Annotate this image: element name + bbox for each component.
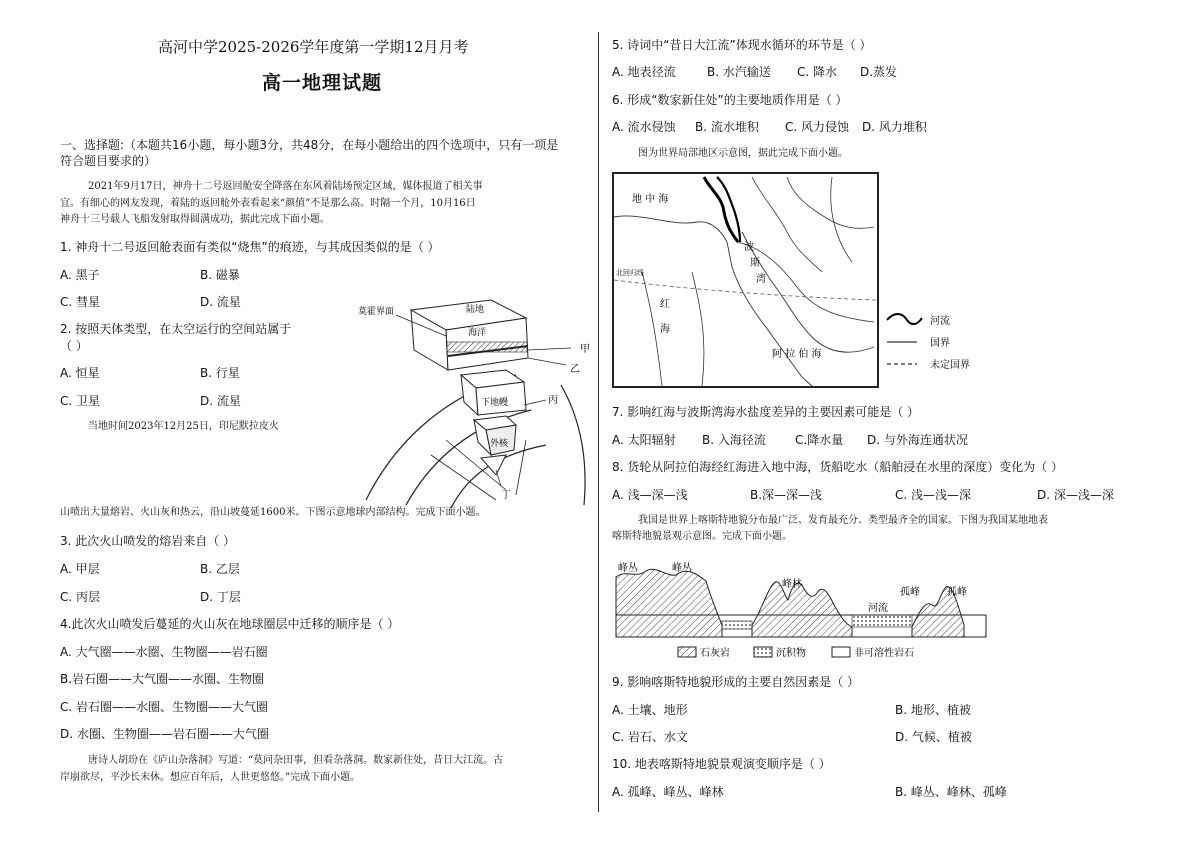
q4-option-c[interactable]: C. 岩石圈——水圈、生物圈——大气圈 <box>60 700 269 714</box>
q6-option-b[interactable]: B. 流水堆积 <box>695 120 759 134</box>
passage-1-line: 2021年9月17日，神舟十二号返回舱安全降落在东风着陆场预定区域，媒体报道了相关事 <box>88 181 483 192</box>
q1-option-a[interactable]: A. 黑子 <box>60 268 100 282</box>
label-persian-gulf: 湾 <box>756 274 766 285</box>
q1-option-d[interactable]: D. 流星 <box>200 295 241 309</box>
question-7-stem: 7. 影响红海与波斯湾海水盐度差异的主要因素可能是（ ） <box>612 405 920 419</box>
q4-option-a[interactable]: A. 大气圈——水圈、生物圈——岩石圈 <box>60 645 268 659</box>
paper-title: 高一地理试题 <box>262 72 383 94</box>
q7-option-b[interactable]: B. 入海径流 <box>702 433 766 447</box>
passage-5-line: 我国是世界上喀斯特地貌分布最广泛、发育最充分、类型最齐全的国家。下图为我国某地地表 <box>638 515 1048 526</box>
question-6-stem: 6. 形成“数家新住处”的主要地质作用是（ ） <box>612 93 848 107</box>
legend-limestone: 石灰岩 <box>700 648 730 659</box>
question-4-stem: 4.此次火山喷发后蔓延的火山灰在地球圈层中迁移的顺序是（ ） <box>60 617 400 631</box>
q2-option-b[interactable]: B. 行星 <box>200 366 240 380</box>
q8-option-d[interactable]: D. 深—浅—深 <box>1037 488 1114 502</box>
question-2-stem-cont: （ ） <box>60 339 88 353</box>
q5-option-c[interactable]: C. 降水 <box>797 65 838 79</box>
passage-4-line: 图为世界局部地区示意图，据此完成下面小题。 <box>638 148 848 159</box>
q4-option-b[interactable]: B.岩石圈——大气圈——水圈、生物圈 <box>60 672 265 686</box>
question-9-stem: 9. 影响喀斯特地貌形成的主要自然因素是（ ） <box>612 675 860 689</box>
label-peak-forest: 峰林 <box>782 579 802 590</box>
q8-option-c[interactable]: C. 浅—浅—深 <box>895 488 972 502</box>
q4-option-d[interactable]: D. 水圈、生物圈——岩石圈——大气圈 <box>60 727 269 741</box>
q6-option-a[interactable]: A. 流水侵蚀 <box>612 120 676 134</box>
passage-2-line: 山喷出大量熔岩、火山灰和热云，沿山坡蔓延1600米。下图示意地球内部结构。完成下面小题。 <box>60 507 486 518</box>
passage-1-line: 宜。有细心的网友发现，着陆的返回舱外表看起来“颜值”不是那么高。时隔一个月，10月16日 <box>60 198 476 209</box>
earth-structure-figure <box>356 290 596 515</box>
question-5-stem: 5. 诗词中“昔日大江流”体现水循环的环节是（ ） <box>612 38 872 52</box>
karst-landform-figure <box>612 555 992 665</box>
section-instruction-cont: 符合题目要求的） <box>60 154 157 168</box>
q5-option-a[interactable]: A. 地表径流 <box>612 65 676 79</box>
q8-option-a[interactable]: A. 浅—深—浅 <box>612 488 688 502</box>
q7-option-d[interactable]: D. 与外海连通状况 <box>867 433 968 447</box>
q3-option-d[interactable]: D. 丁层 <box>200 590 241 604</box>
passage-5-line: 喀斯特地貌景观示意图。完成下面小题。 <box>612 531 792 542</box>
legend-river: 河流 <box>930 316 950 327</box>
q2-option-c[interactable]: C. 卫星 <box>60 394 101 408</box>
label-peak-cluster: 峰丛 <box>618 563 638 574</box>
label-lower-mantle: 下地幔 <box>481 398 509 408</box>
label-yi: 乙 <box>570 364 580 375</box>
q8-option-b[interactable]: B.深—深—浅 <box>750 488 823 502</box>
label-outer-core: 外核 <box>490 439 509 449</box>
q7-option-c[interactable]: C.降水量 <box>795 433 844 447</box>
label-bing: 丙 <box>548 395 558 406</box>
question-1-stem: 1. 神舟十二号返回舱表面有类似“烧焦”的痕迹，与其成因类似的是（ ） <box>60 240 440 254</box>
label-red-sea: 海 <box>660 324 670 335</box>
middle-east-map <box>612 172 982 390</box>
q1-option-b[interactable]: B. 磁暴 <box>200 268 240 282</box>
label-peak-cluster: 峰丛 <box>672 563 692 574</box>
q3-option-b[interactable]: B. 乙层 <box>200 562 240 576</box>
q2-option-a[interactable]: A. 恒星 <box>60 366 100 380</box>
question-8-stem: 8. 货轮从阿拉伯海经红海进入地中海，货船吃水（船舶浸在水里的深度）变化为（ ） <box>612 460 1064 474</box>
q5-option-d[interactable]: D.蒸发 <box>860 65 898 79</box>
label-ding: 丁 <box>501 490 511 501</box>
section-instruction: 一、选择题:（本题共16小题，每小题3分，共48分，在每小题给出的四个选项中，只有一项是 <box>60 138 559 152</box>
legend-undefined-border: 未定国界 <box>930 360 970 371</box>
passage-2-line: 当地时间2023年12月25日，印尼默拉皮火 <box>88 421 279 432</box>
label-moho: 莫霍界面 <box>358 307 395 317</box>
question-3-stem: 3. 此次火山喷发的熔岩来自（ ） <box>60 534 236 548</box>
label-tropic: 北回归线 <box>616 269 644 277</box>
label-isolated-peak: 孤峰 <box>900 587 920 598</box>
column-divider <box>598 32 599 812</box>
label-jia: 甲 <box>580 344 590 355</box>
passage-1-line: 神舟十三号载人飞船发射取得圆满成功，据此完成下面小题。 <box>60 214 330 225</box>
q6-option-c[interactable]: C. 风力侵蚀 <box>785 120 850 134</box>
passage-3-line: 岸崩欲尽，平沙长未休。想应百年后，人世更悠悠。”完成下面小题。 <box>60 772 361 783</box>
q5-option-b[interactable]: B. 水汽输送 <box>707 65 771 79</box>
q6-option-d[interactable]: D. 风力堆积 <box>862 120 927 134</box>
legend-insoluble-rock: 非可溶性岩石 <box>854 648 914 659</box>
label-persian-gulf: 波 <box>744 242 754 253</box>
school-title: 高河中学2025-2026学年度第一学期12月月考 <box>158 38 469 56</box>
passage-3-line: 唐诗人胡玢在《庐山杂落洞》写道：“莫问杂田事，但看杂落洞。数家新住处，昔日大江流。古 <box>88 755 504 766</box>
label-persian-gulf: 斯 <box>750 258 760 269</box>
q3-option-a[interactable]: A. 甲层 <box>60 562 100 576</box>
label-red-sea: 红 <box>660 299 670 310</box>
label-ocean: 海洋 <box>468 328 487 338</box>
q9-option-d[interactable]: D. 气候、植被 <box>895 730 972 744</box>
q2-option-d[interactable]: D. 流星 <box>200 394 241 408</box>
label-river: 河流 <box>868 603 888 614</box>
label-mediterranean: 地 中 海 <box>632 194 669 205</box>
legend-sediment: 沉积物 <box>776 648 806 659</box>
q9-option-a[interactable]: A. 土壤、地形 <box>612 703 688 717</box>
label-arabian-sea: 阿 拉 伯 海 <box>772 349 822 360</box>
label-isolated-peak: 孤峰 <box>947 587 967 598</box>
q9-option-b[interactable]: B. 地形、植被 <box>895 703 971 717</box>
legend-border: 国界 <box>930 338 950 349</box>
q3-option-c[interactable]: C. 丙层 <box>60 590 101 604</box>
question-10-stem: 10. 地表喀斯特地貌景观演变顺序是（ ） <box>612 757 831 771</box>
q1-option-c[interactable]: C. 彗星 <box>60 295 101 309</box>
q7-option-a[interactable]: A. 太阳辐射 <box>612 433 676 447</box>
label-land: 陆地 <box>466 305 485 315</box>
q10-option-b[interactable]: B. 峰丛、峰林、孤峰 <box>895 785 1007 799</box>
q9-option-c[interactable]: C. 岩石、水文 <box>612 730 689 744</box>
question-2-stem: 2. 按照天体类型，在太空运行的空间站属于 <box>60 322 292 336</box>
q10-option-a[interactable]: A. 孤峰、峰丛、峰林 <box>612 785 724 799</box>
